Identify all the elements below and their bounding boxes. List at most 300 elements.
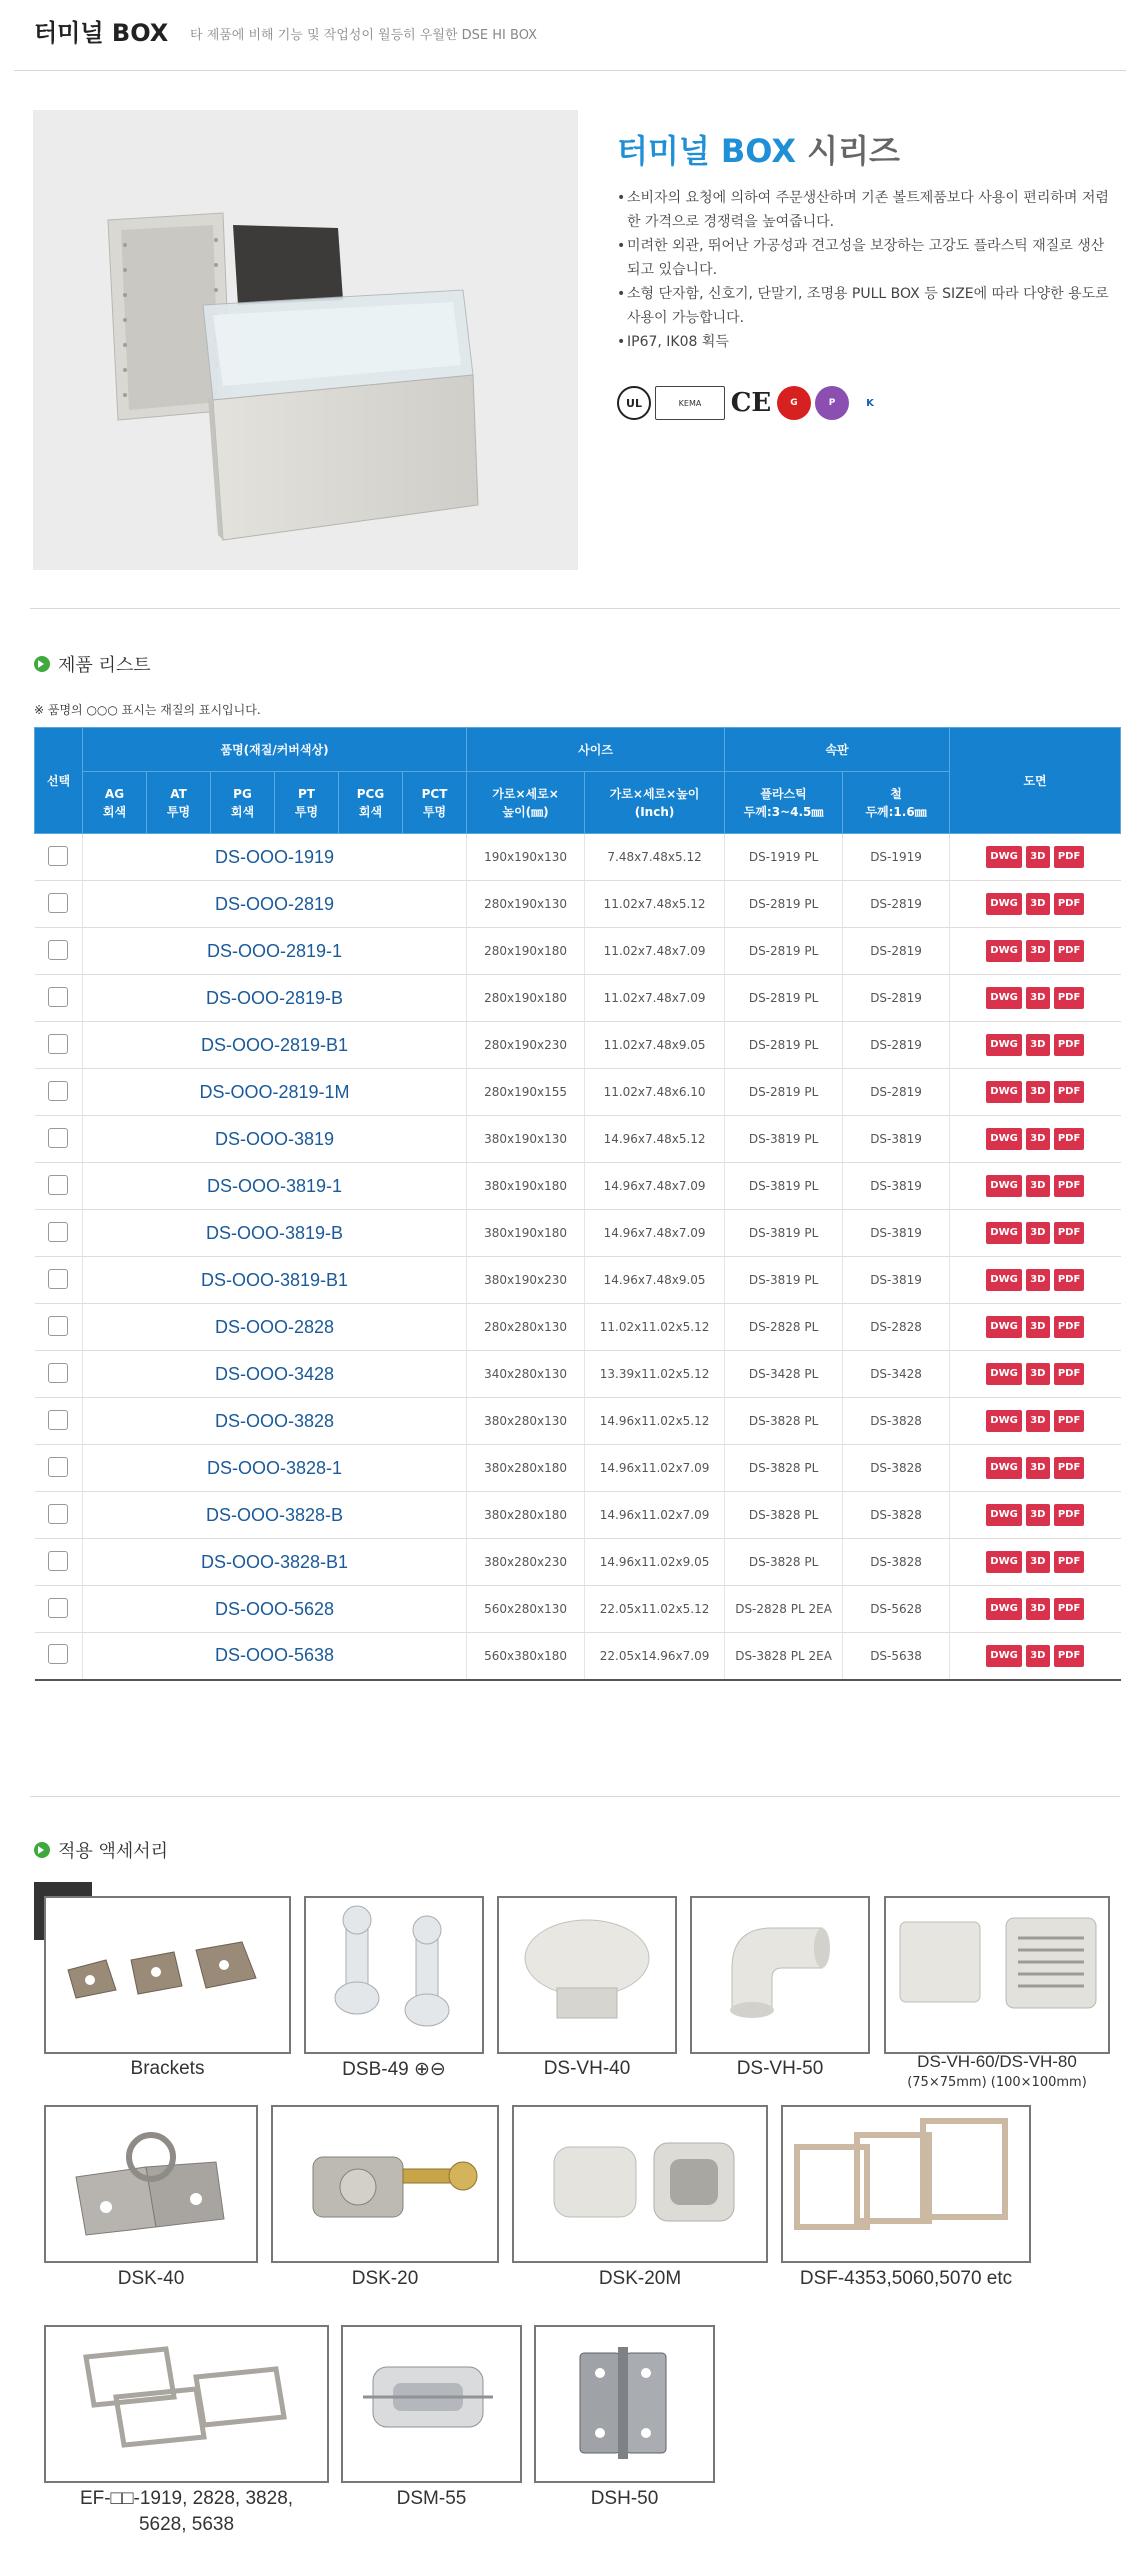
3d-button[interactable]: 3D [1026,1128,1050,1150]
select-cell [35,1633,83,1680]
drawing-cell [950,1022,1121,1069]
3d-button[interactable]: 3D [1026,893,1050,915]
col-material-pg [211,772,275,834]
plate-steel-cell: DS-3828 [843,1539,950,1586]
table-row [35,1633,1121,1680]
model-name[interactable]: DS-OOO-2819-1 [207,940,343,961]
size-mm-cell: 340x280x130 [467,1351,585,1398]
material-note: ※ 품명의 ○○○ 표시는 재질의 표시입니다. [34,703,261,717]
size-inch-cell: 11.02x7.48x6.10 [585,1069,725,1116]
accessory-dsm55-image[interactable] [341,2325,522,2483]
model-cell [83,881,467,928]
size-inch-cell: 11.02x7.48x5.12 [585,881,725,928]
accessory-label: DSK-20 [351,2268,419,2289]
size-inch-cell: 11.02x7.48x7.09 [585,928,725,975]
col-name: 품명(재질/커버색상) [83,728,467,772]
material-code: PT [298,786,315,801]
accessory-label: DSK-20M [598,2268,682,2289]
plate-steel-cell: DS-3828 [843,1445,950,1492]
model-cell [83,1210,467,1257]
accessory-dsvh50-image[interactable] [690,1896,870,2054]
3d-button[interactable]: 3D [1026,1222,1050,1244]
intro-title-main: 터미널 BOX [617,132,797,170]
intro-title-suffix: 시리즈 [807,132,900,170]
row-checkbox[interactable] [48,1457,68,1477]
accessory-label: EF-□□-1919, 2828, 3828, [79,2488,294,2509]
model-cell [83,1022,467,1069]
ce-cert-icon: CE [730,388,772,418]
row-checkbox[interactable] [48,940,68,960]
green-bullet-icon [34,1842,50,1858]
accessory-brackets-image[interactable] [44,1896,291,2054]
model-cell [83,1163,467,1210]
table-row [35,1304,1121,1351]
drawing-cell [950,975,1121,1022]
plate-plastic-cell: DS-3828 PL 2EA [725,1633,843,1680]
select-cell [35,1445,83,1492]
size-mm-cell: 560x380x180 [467,1633,585,1680]
dwg-button[interactable]: DWG [986,1175,1022,1197]
pdf-button[interactable]: PDF [1054,1081,1084,1103]
dwg-button[interactable]: DWG [986,1222,1022,1244]
table-row [35,1445,1121,1492]
drawing-cell [950,1492,1121,1539]
feature-list [617,186,1112,354]
pdf-button[interactable]: PDF [1054,1410,1084,1432]
plate-plastic-cell: DS-3828 PL [725,1492,843,1539]
3d-button[interactable]: 3D [1026,940,1050,962]
table-row [35,1398,1121,1445]
accessory-dsvh60-80-image[interactable] [884,1896,1110,2054]
size-inch-cell: 11.02x7.48x9.05 [585,1022,725,1069]
page-subtitle: 타 제품에 비해 기능 및 작업성이 월등히 우월한 DSE HI BOX [190,28,538,43]
model-name[interactable]: DS-OOO-3819 [215,1128,335,1149]
accessory-label: DSK-40 [117,2268,185,2289]
3d-button[interactable]: 3D [1026,1034,1050,1056]
col-plate-steel: 철 두께:1.6㎜ [843,772,950,834]
size-mm-cell: 280x280x130 [467,1304,585,1351]
dwg-button[interactable]: DWG [986,1551,1022,1573]
size-mm-cell: 380x190x130 [467,1116,585,1163]
select-cell [35,1069,83,1116]
dwg-button[interactable]: DWG [986,893,1022,915]
model-cell [83,1398,467,1445]
pdf-button[interactable]: PDF [1054,1598,1084,1620]
select-cell [35,881,83,928]
table-row [35,834,1121,881]
size-inch-cell: 14.96x11.02x5.12 [585,1398,725,1445]
row-checkbox[interactable] [48,1504,68,1524]
row-checkbox[interactable] [48,1175,68,1195]
accessory-label: DS-VH-40 [543,2058,631,2079]
drawing-cell [950,1069,1121,1116]
page-header [0,0,1140,72]
3d-button[interactable]: 3D [1026,846,1050,868]
table-row [35,1351,1121,1398]
k-cert-icon: K [866,397,874,409]
model-name[interactable]: DS-OOO-3828-B [206,1504,344,1525]
size-mm-cell: 380x280x130 [467,1398,585,1445]
plate-steel-cell: DS-1919 [843,834,950,881]
model-cell [83,1069,467,1116]
col-plate-plastic: 플라스틱 두께:3~4.5㎜ [725,772,843,834]
accessory-dsh50-image[interactable] [534,2325,715,2483]
pdf-button[interactable]: PDF [1054,987,1084,1009]
plate-steel-cell: DS-3828 [843,1492,950,1539]
page-title: 터미널 BOX [34,19,169,47]
size-inch-cell: 14.96x11.02x7.09 [585,1492,725,1539]
plate-plastic-cell: DS-2828 PL 2EA [725,1586,843,1633]
material-color: 투명 [422,804,447,819]
size-mm-cell: 380x280x180 [467,1445,585,1492]
pdf-button[interactable]: PDF [1054,1128,1084,1150]
intro-title [617,126,900,172]
header-divider [14,70,1126,71]
model-cell [83,1257,467,1304]
size-inch-cell: 13.39x11.02x5.12 [585,1351,725,1398]
size-mm-cell: 380x190x230 [467,1257,585,1304]
model-name[interactable]: DS-OOO-3828 [215,1410,335,1431]
col-size: 사이즈 [467,728,725,772]
pdf-button[interactable]: PDF [1054,846,1084,868]
dwg-button[interactable]: DWG [986,1645,1022,1667]
col-size-inch: 가로×세로×높이 (Inch) [585,772,725,834]
size-mm-cell: 380x190x180 [467,1210,585,1257]
3d-button[interactable]: 3D [1026,1363,1050,1385]
material-code: PCG [356,786,385,801]
model-name[interactable]: DS-OOO-3819-1 [207,1175,343,1196]
plate-plastic-cell: DS-2828 PL [725,1304,843,1351]
dwg-button[interactable]: DWG [986,1598,1022,1620]
plate-steel-cell: DS-2819 [843,928,950,975]
certification-logos [617,383,887,423]
dwg-button[interactable]: DWG [986,1363,1022,1385]
accessory-sublabel: (75×75mm) (100×100mm) [907,2075,1087,2090]
col-material-ag [83,772,147,834]
drawing-cell [950,1210,1121,1257]
plate-steel-cell: DS-2819 [843,1069,950,1116]
model-cell [83,1116,467,1163]
pdf-button[interactable]: PDF [1054,1316,1084,1338]
accessory-label: DS-VH-50 [736,2058,824,2079]
col-plate: 속판 [725,728,950,772]
material-color: 투명 [294,804,319,819]
model-name[interactable]: DS-OOO-3819-B1 [201,1269,349,1290]
dwg-button[interactable]: DWG [986,1081,1022,1103]
pdf-button[interactable]: PDF [1054,940,1084,962]
plate-plastic-cell: DS-3819 PL [725,1257,843,1304]
plate-steel-cell: DS-3819 [843,1163,950,1210]
select-cell [35,1398,83,1445]
dwg-button[interactable]: DWG [986,1504,1022,1526]
drawing-cell [950,1163,1121,1210]
size-mm-cell: 380x190x180 [467,1163,585,1210]
kema-cert-icon: KEMA [655,386,725,420]
col-size-mm: 가로×세로× 높이(㎜) [467,772,585,834]
drawing-cell [950,1445,1121,1492]
size-mm-cell: 280x190x155 [467,1069,585,1116]
plate-steel-cell: DS-5628 [843,1586,950,1633]
col-material-pct [403,772,467,834]
accessory-dsk40-image[interactable] [44,2105,258,2263]
table-row [35,1539,1121,1586]
plate-steel-cell: DS-3819 [843,1116,950,1163]
dwg-button[interactable]: DWG [986,987,1022,1009]
dwg-button[interactable]: DWG [986,1269,1022,1291]
pdf-button[interactable]: PDF [1054,1551,1084,1573]
col-select: 선택 [35,728,83,834]
plate-plastic-cell: DS-3828 PL [725,1398,843,1445]
plate-plastic-cell: DS-3428 PL [725,1351,843,1398]
dwg-button[interactable]: DWG [986,1457,1022,1479]
plate-plastic-cell: DS-2819 PL [725,975,843,1022]
accessory-dsvh40-image[interactable] [497,1896,677,2054]
accessory-dsk20m-image[interactable] [512,2105,768,2263]
model-cell [83,975,467,1022]
size-inch-cell: 14.96x7.48x7.09 [585,1163,725,1210]
plate-steel-cell: DS-2819 [843,1022,950,1069]
product-list-heading [34,651,151,677]
plate-steel-cell: DS-2819 [843,881,950,928]
accessory-label: DSM-55 [396,2488,467,2509]
model-name[interactable]: DS-OOO-2819-B [206,987,344,1008]
row-checkbox[interactable] [48,1644,68,1664]
col-drawing: 도면 [950,728,1121,834]
plate-steel-cell: DS-2819 [843,975,950,1022]
size-inch-cell: 14.96x7.48x7.09 [585,1210,725,1257]
plate-plastic-cell: DS-2819 PL [725,928,843,975]
table-row [35,1586,1121,1633]
model-cell [83,1492,467,1539]
row-checkbox[interactable] [48,1222,68,1242]
feature-item: • 소형 단자함, 신호기, 단말기, 조명용 PULL BOX 등 SIZE에 따라 다양한 용도로 사용이 가능합니다. [617,282,1112,330]
plate-steel-cell: DS-3428 [843,1351,950,1398]
section-divider [30,1796,1120,1797]
3d-button[interactable]: 3D [1026,1504,1050,1526]
model-name[interactable]: DS-OOO-2828 [215,1316,335,1337]
select-cell [35,1116,83,1163]
feature-item: • 소비자의 요청에 의하여 주문생산하며 기존 볼트제품보다 사용이 편리하며 저렴한 가격으로 경쟁력을 높여줍니다. [617,186,1112,234]
pdf-button[interactable]: PDF [1054,1457,1084,1479]
dwg-button[interactable]: DWG [986,940,1022,962]
dwg-button[interactable]: DWG [986,1316,1022,1338]
drawing-cell [950,1539,1121,1586]
drawing-cell [950,1116,1121,1163]
plate-steel-cell: DS-3828 [843,1398,950,1445]
model-name[interactable]: DS-OOO-5628 [215,1598,335,1619]
feature-item: • 미려한 외관, 뛰어난 가공성과 견고성을 보장하는 고강도 플라스틱 재질로 생산되고 있습니다. [617,234,1112,282]
size-inch-cell: 11.02x7.48x7.09 [585,975,725,1022]
dwg-button[interactable]: DWG [986,1034,1022,1056]
accessory-label: DS-VH-60/DS-VH-80 [917,2052,1077,2071]
row-checkbox[interactable] [48,1128,68,1148]
green-bullet-icon [34,656,50,672]
plate-plastic-cell: DS-3819 PL [725,1116,843,1163]
plate-plastic-cell: DS-3819 PL [725,1210,843,1257]
accessory-label: DSB-49 ⊕⊖ [342,2059,446,2080]
3d-button[interactable]: 3D [1026,1598,1050,1620]
accessories-heading [34,1837,168,1863]
plate-steel-cell: DS-3819 [843,1257,950,1304]
material-code: AG [104,786,125,801]
drawing-cell [950,1398,1121,1445]
model-name[interactable]: DS-OOO-3828-B1 [201,1551,349,1572]
material-code: PG [233,786,252,801]
size-mm-cell: 280x190x230 [467,1022,585,1069]
select-cell [35,1351,83,1398]
table-row [35,1022,1121,1069]
row-checkbox[interactable] [48,893,68,913]
model-name[interactable]: DS-OOO-3828-1 [207,1457,343,1478]
feature-item: • IP67, IK08 획득 [617,330,1112,354]
drawing-cell [950,834,1121,881]
pdf-button[interactable]: PDF [1054,1504,1084,1526]
model-cell [83,834,467,881]
size-mm-cell: 280x190x180 [467,928,585,975]
dwg-button[interactable]: DWG [986,1128,1022,1150]
g-cert-icon: G [777,386,811,420]
model-name[interactable]: DS-OOO-3428 [215,1363,335,1384]
select-cell [35,834,83,881]
row-checkbox[interactable] [48,1081,68,1101]
accessory-label: Brackets [130,2058,205,2079]
table-row [35,1163,1121,1210]
model-cell [83,1445,467,1492]
size-inch-cell: 11.02x11.02x5.12 [585,1304,725,1351]
material-color: 회색 [358,804,383,819]
material-color: 회색 [102,804,127,819]
3d-button[interactable]: 3D [1026,1410,1050,1432]
3d-button[interactable]: 3D [1026,987,1050,1009]
row-checkbox[interactable] [48,1363,68,1383]
model-name[interactable]: DS-OOO-3819-B [206,1222,344,1243]
select-cell [35,1492,83,1539]
model-name[interactable]: DS-OOO-2819-1M [199,1081,350,1102]
material-color: 투명 [166,804,191,819]
size-inch-cell: 22.05x14.96x7.09 [585,1633,725,1680]
row-checkbox[interactable] [48,1269,68,1289]
pdf-button[interactable]: PDF [1054,1645,1084,1667]
accessory-label: DSF-4353,5060,5070 etc [799,2268,1013,2289]
row-checkbox[interactable] [48,846,68,866]
size-inch-cell: 14.96x11.02x7.09 [585,1445,725,1492]
select-cell [35,928,83,975]
size-inch-cell: 14.96x7.48x5.12 [585,1116,725,1163]
3d-button[interactable]: 3D [1026,1081,1050,1103]
model-name[interactable]: DS-OOO-2819-B1 [201,1034,349,1055]
3d-button[interactable]: 3D [1026,1645,1050,1667]
pdf-button[interactable]: PDF [1054,1175,1084,1197]
section-divider [30,608,1120,609]
product-photo [33,110,578,570]
pdf-button[interactable]: PDF [1054,1363,1084,1385]
table-row [35,975,1121,1022]
3d-button[interactable]: 3D [1026,1551,1050,1573]
3d-button[interactable]: 3D [1026,1175,1050,1197]
ul-cert-icon: UL [617,386,651,420]
dwg-button[interactable]: DWG [986,1410,1022,1432]
row-checkbox[interactable] [48,1551,68,1571]
plate-plastic-cell: DS-2819 PL [725,881,843,928]
col-material-pt [275,772,339,834]
dwg-button[interactable]: DWG [986,846,1022,868]
accessories-heading-text: 적용 액세서리 [58,1841,169,1862]
row-checkbox[interactable] [48,1598,68,1618]
select-cell [35,1257,83,1304]
accessory-ef-image[interactable] [44,2325,329,2483]
plate-plastic-cell: DS-3819 PL [725,1163,843,1210]
accessory-label-line2: 5628, 5638 [138,2514,235,2535]
table-row [35,1492,1121,1539]
pdf-button[interactable]: PDF [1054,1222,1084,1244]
select-cell [35,1210,83,1257]
accessory-dsb49-image[interactable] [304,1896,484,2054]
drawing-cell [950,1586,1121,1633]
size-mm-cell: 190x190x130 [467,834,585,881]
drawing-cell [950,881,1121,928]
3d-button[interactable]: 3D [1026,1457,1050,1479]
drawing-cell [950,1351,1121,1398]
plate-plastic-cell: DS-1919 PL [725,834,843,881]
size-inch-cell: 14.96x11.02x9.05 [585,1539,725,1586]
model-name[interactable]: DS-OOO-2819 [215,893,335,914]
model-cell [83,928,467,975]
plate-plastic-cell: DS-3828 PL [725,1539,843,1586]
drawing-cell [950,1304,1121,1351]
material-color: 회색 [230,804,255,819]
select-cell [35,1022,83,1069]
col-material-pcg [339,772,403,834]
select-cell [35,975,83,1022]
3d-button[interactable]: 3D [1026,1269,1050,1291]
pdf-button[interactable]: PDF [1054,1269,1084,1291]
p-cert-icon: P [815,386,849,420]
model-cell [83,1633,467,1680]
accessory-dsf-image[interactable] [781,2105,1031,2263]
drawing-cell [950,1257,1121,1304]
size-mm-cell: 280x190x130 [467,881,585,928]
product-table [34,727,1121,1681]
model-name[interactable]: DS-OOO-5638 [215,1645,335,1666]
3d-button[interactable]: 3D [1026,1316,1050,1338]
table-row [35,1116,1121,1163]
product-list-heading-text: 제품 리스트 [58,655,151,676]
plate-plastic-cell: DS-2819 PL [725,1069,843,1116]
row-checkbox[interactable] [48,1410,68,1430]
size-inch-cell: 7.48x7.48x5.12 [585,834,725,881]
row-checkbox[interactable] [48,987,68,1007]
select-cell [35,1304,83,1351]
size-mm-cell: 560x280x130 [467,1586,585,1633]
table-row [35,1257,1121,1304]
plate-plastic-cell: DS-3828 PL [725,1445,843,1492]
model-name[interactable]: DS-OOO-1919 [215,846,335,867]
plate-steel-cell: DS-2828 [843,1304,950,1351]
material-code: PCT [421,786,448,801]
table-row [35,1069,1121,1116]
model-cell [83,1351,467,1398]
pdf-button[interactable]: PDF [1054,1034,1084,1056]
row-checkbox[interactable] [48,1316,68,1336]
accessory-label: DSH-50 [590,2488,659,2509]
accessory-dsk20-image[interactable] [271,2105,499,2263]
size-mm-cell: 280x190x180 [467,975,585,1022]
plate-plastic-cell: DS-2819 PL [725,1022,843,1069]
plate-steel-cell: DS-3819 [843,1210,950,1257]
row-checkbox[interactable] [48,1034,68,1054]
plate-steel-cell: DS-5638 [843,1633,950,1680]
pdf-button[interactable]: PDF [1054,893,1084,915]
